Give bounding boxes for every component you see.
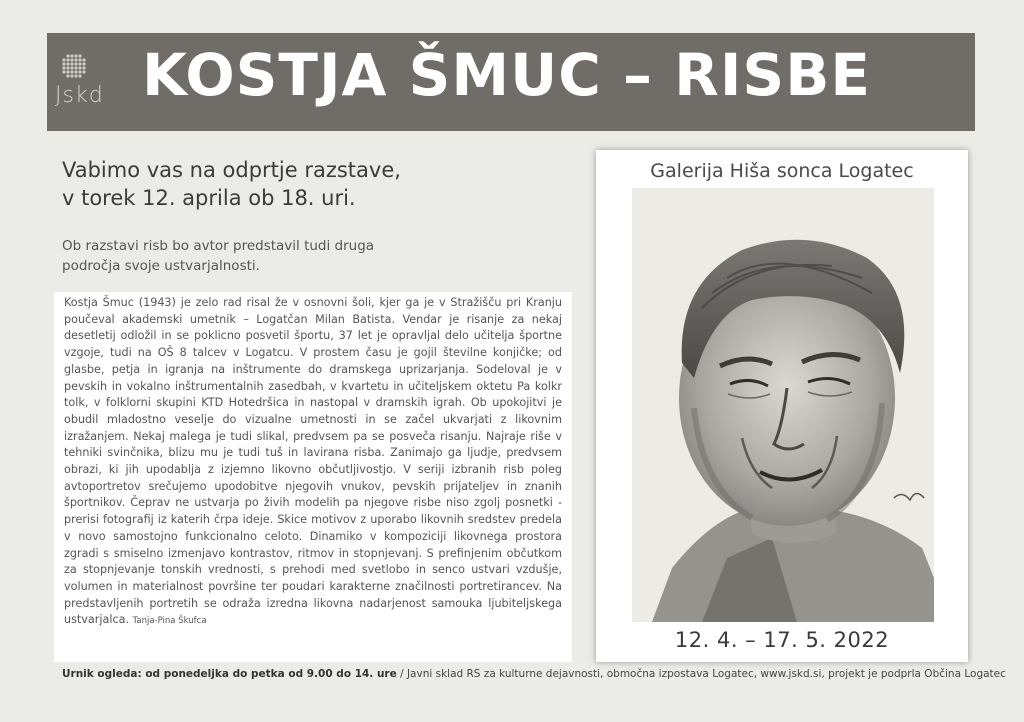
invitation-line-1: Vabimo vas na odprtje razstave, bbox=[62, 158, 401, 182]
gallery-card bbox=[596, 150, 968, 662]
portrait-drawing bbox=[632, 188, 934, 622]
biography-author: Tanja-Pina Škufca bbox=[132, 616, 207, 627]
jskd-logo bbox=[55, 53, 127, 117]
logo-text: Jskd bbox=[55, 83, 104, 108]
exhibition-title: KOSTJA ŠMUC – RISBE bbox=[142, 41, 872, 109]
portrait-sketch-icon bbox=[632, 188, 934, 622]
invitation bbox=[62, 156, 522, 212]
footer-hours: Urnik ogleda: od ponedeljka do petka od 9.00 do 14. ure bbox=[62, 668, 397, 680]
biography-text: Kostja Šmuc (1943) je zelo rad risal že v osnovni šoli, kjer ga je v Stražišču pri Kranju poučeval akademski umetnik – Logatčan Milan Batista. Vendar je risanje za nekaj desetletij odložil in se poklicno posvetil športu, 37 let je opravljal delo učitelja športne vzgoje, tudi na OŠ 8 talcev v Logatcu. V prostem času je gojil številne konjičke; od glasbe, petja in igranja na inštrumente do dramskega uprizarjanja. Sodeloval je v pevskih in vokalno inštrumentalnih zasedbah, v kvartetu in učiteljskem oktetu Pa kolkr tolk, v folklorni skupini KTD Hotedršica in nastopal v dramskih igrah. Ob upokojitvi je obudil mladostno veselje do vizualne umetnosti in se začel ukvarjati z likovnim izražanjem. Nekaj malega je tudi slikal, predvsem pa se posveča risanju. Najraje riše v tehniki svinčnika, blizu mu je tudi tuš in lavirana risba. Zanimajo ga ljudje, predvsem obrazi, ki jih upodablja z izjemno likovno občutljivostjo. V seriji izbranih risb poleg avtoportretov srečujemo upodobitve njegovih vnukov, pevskih prijateljev in znanih športnikov. Čeprav ne ustvarja po živih modelih pa njegove risbe niso zgolj posnetki - prerisi fotografij iz katerih črpa ideje. Skice motivov z uporabo likovnih sredstev predela v novo samostojno funkcionalno celoto. Dinamiko v kompoziciji likovnega prostora zgradi s smiselno izmenjavo kontrastov, ritmov in stopnjevanj. S prefinjenim občutkom za stopnjevanje tonskih vrednosti, s prehodi med svetlobo in senco ustvari vzdušje, volumen in materialnost površine ter poudari karakterne značilnosti portretirancev. Na predstavljenih portretih se odraža izredna likovna nadarjenost samouka ljubiteljskega ustvarjalca. bbox=[64, 296, 562, 627]
intro-line-2: področja svoje ustvarjalnosti. bbox=[62, 258, 260, 274]
intro-line-1: Ob razstavi risb bo avtor predstavil tudi druga bbox=[62, 238, 375, 254]
title-banner bbox=[47, 33, 975, 131]
logo-dots-icon bbox=[59, 53, 89, 83]
footer-info: / Javni sklad RS za kulturne dejavnosti, območna izpostava Logatec, www.jskd.si, projekt je podprla Občina Logatec bbox=[396, 668, 1006, 680]
exhibition-dates: 12. 4. – 17. 5. 2022 bbox=[674, 628, 890, 652]
footer bbox=[62, 668, 1006, 680]
biography-box bbox=[54, 292, 572, 662]
invitation-line-2: v torek 12. aprila ob 18. uri. bbox=[62, 186, 356, 210]
intro-text bbox=[62, 236, 482, 276]
gallery-name: Galerija Hiša sonca Logatec bbox=[650, 160, 914, 182]
